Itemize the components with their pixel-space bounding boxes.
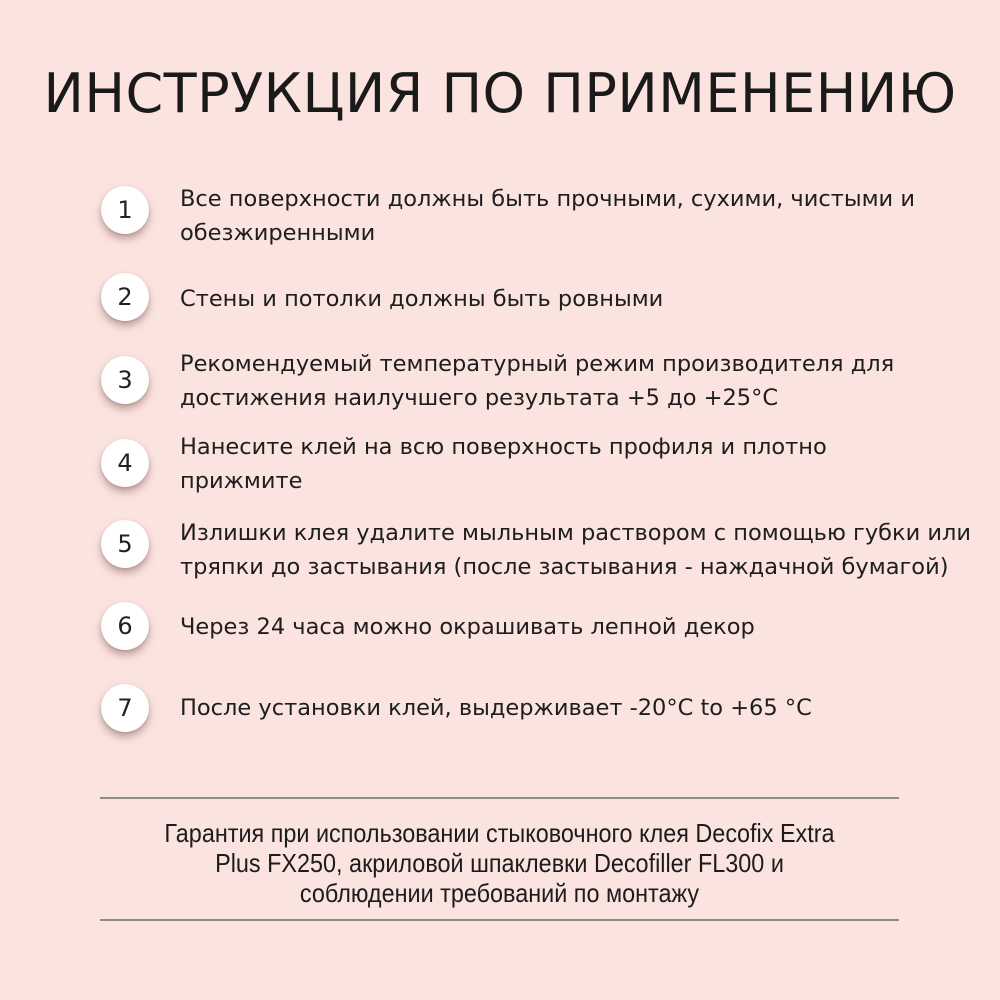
step-text [180, 516, 970, 584]
step-text-line: Стены и потолки должны быть ровными [180, 286, 664, 312]
guarantee-line: Plus FX250, акриловой шпаклевки Decofiller FL300 и [215, 848, 784, 878]
step-text-line: После установки клей, выдерживает -20°C to +65 °C [180, 695, 812, 721]
step-text [180, 610, 970, 644]
step-text-line: Нанесите клей на всю поверхность профиля и плотно [180, 434, 827, 460]
step-text-line: Через 24 часа можно окрашивать лепной декор [180, 614, 755, 640]
page-title: ИНСТРУКЦИЯ ПО ПРИМЕНЕНИЮ [43, 62, 957, 125]
guarantee-line: соблюдении требований по монтажу [299, 878, 700, 908]
bottom-divider [100, 919, 899, 921]
step-text-line: достижения наилучшего результата +5 до +25°С [180, 385, 779, 411]
step-number-badge: 6 [101, 602, 149, 650]
guarantee-note [140, 818, 859, 908]
step-number-badge: 4 [101, 439, 149, 487]
top-divider [100, 797, 899, 799]
step-text-line: тряпки до застывания (после застывания - наждачной бумагой) [180, 554, 949, 580]
step-text [180, 182, 970, 250]
step-number-badge: 3 [101, 356, 149, 404]
step-text [180, 430, 970, 498]
step-number-badge: 7 [101, 684, 149, 732]
step-text-line: Рекомендуемый температурный режим производителя для [180, 351, 895, 377]
guarantee-line: Гарантия при использовании стыковочного клея Decofix Extra [164, 818, 835, 848]
step-text-line: Излишки клея удалите мыльным раствором с помощью губки или [180, 520, 972, 546]
step-text-line: прижмите [180, 468, 303, 494]
step-text [180, 347, 970, 415]
step-text-line: обезжиренными [180, 220, 376, 246]
step-number-badge: 1 [101, 186, 149, 234]
step-text [180, 691, 970, 725]
step-text-line: Все поверхности должны быть прочными, сухими, чистыми и [180, 186, 915, 212]
step-number-badge: 2 [101, 273, 149, 321]
step-text [180, 282, 970, 316]
step-number-badge: 5 [101, 520, 149, 568]
